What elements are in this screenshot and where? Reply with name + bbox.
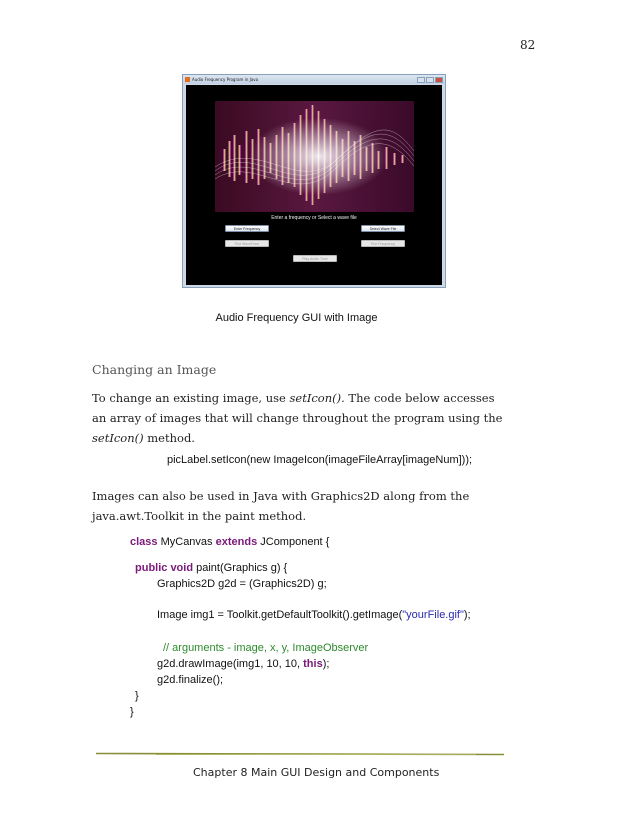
code-text: MyCanvas <box>157 536 216 548</box>
code-text: Image img1 = Toolkit.getDefaultToolkit().getImage( <box>157 609 403 621</box>
paragraph-change-image <box>92 388 512 448</box>
minimize-icon[interactable] <box>417 77 425 83</box>
window-controls <box>417 77 443 83</box>
footer-rule <box>96 752 504 756</box>
code-keyword: this <box>303 658 323 670</box>
code-string: "yourFile.gif" <box>402 609 464 621</box>
code-line-9: } <box>130 706 134 718</box>
code-keyword: extends <box>215 536 258 548</box>
code-text: ); <box>463 609 471 621</box>
enter-frequency-button[interactable]: Enter Frequency <box>225 225 269 232</box>
section-heading: Changing an Image <box>92 362 217 377</box>
code-line-3: Graphics2D g2d = (Graphics2D) g; <box>157 578 327 590</box>
code-text: g2d.drawImage(img1, 10, 10, <box>157 658 304 670</box>
code-line-7: g2d.finalize(); <box>157 674 224 686</box>
code-keyword: class <box>130 536 158 548</box>
code-line-2 <box>135 562 287 574</box>
code-line-1 <box>130 536 329 548</box>
select-wave-file-button[interactable]: Select Wave File <box>361 225 405 232</box>
footer-chapter-title: Chapter 8 Main GUI Design and Components <box>193 766 440 779</box>
code-line-6 <box>157 658 329 670</box>
java-app-icon <box>185 77 190 82</box>
para1-text-3: method. <box>143 431 195 445</box>
plot-waveform-button[interactable]: Plot WaveForm <box>225 240 269 247</box>
para1-method-2: setIcon() <box>92 431 144 445</box>
close-icon[interactable] <box>435 77 443 83</box>
para1-method-1: setIcon(). <box>289 391 345 405</box>
seticon-code-line: picLabel.setIcon(new ImageIcon(imageFileArray[imageNum])); <box>167 454 473 466</box>
window-titlebar <box>183 75 445 84</box>
code-line-4 <box>157 609 471 621</box>
code-comment: // arguments - image, x, y, ImageObserver <box>163 642 369 654</box>
figure-caption: Audio Frequency GUI with Image <box>215 312 378 324</box>
page-number: 82 <box>520 38 536 52</box>
sound-wave-image <box>215 101 414 212</box>
prompt-label: Enter a frequency or Select a wave file <box>271 215 357 221</box>
code-text: ); <box>322 658 330 670</box>
code-text: paint(Graphics g) { <box>193 562 288 574</box>
code-keyword: public void <box>135 562 194 574</box>
window-content <box>186 85 442 285</box>
app-window-screenshot <box>182 74 446 288</box>
paragraph-graphics2d: Images can also be used in Java with Graphics2D along from the java.awt.Toolkit in the paint method. <box>92 489 470 523</box>
maximize-icon[interactable] <box>426 77 434 83</box>
para1-text-1: To change an existing image, use <box>92 391 290 405</box>
window-title: Audio Frequency Program in Java <box>192 77 259 82</box>
code-text: JComponent { <box>257 536 330 548</box>
para1-text-2: The code below accesses an array of images that will change throughout the program using the <box>92 391 503 425</box>
plot-frequency-button[interactable]: Plot Frequency <box>361 240 405 247</box>
play-audio-tone-button[interactable]: Play Audio Tone <box>293 255 337 262</box>
code-line-8: } <box>135 690 139 702</box>
